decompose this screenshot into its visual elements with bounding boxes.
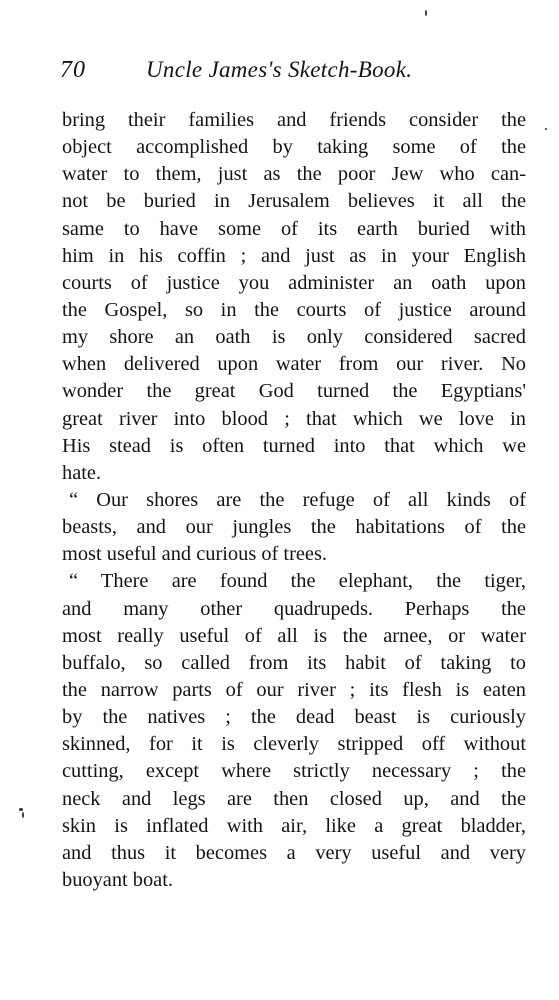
text-line: His stead is often turned into that which we (62, 434, 526, 457)
text-line: wonder the great God turned the Egyptians' (62, 380, 526, 403)
print-speck (19, 808, 23, 811)
text-line: buoyant boat. (62, 868, 173, 891)
text-line: bring their families and friends consider the (62, 109, 526, 131)
text-line: skin is inflated with air, like a great bladder, (62, 814, 526, 837)
text-line: skinned, for it is cleverly stripped off without (62, 733, 526, 756)
text-line: and thus it becomes a very useful and very (62, 841, 526, 864)
text-line: object accomplished by taking some of the (62, 136, 526, 159)
text-line: the Gospel, so in the courts of justice around (62, 298, 526, 321)
text-line: the narrow parts of our river ; its flesh is eaten (62, 678, 526, 701)
page-number: 70 (60, 57, 86, 83)
text-line: courts of justice you administer an oath upon (62, 271, 526, 294)
text-line: same to have some of its earth buried with (62, 217, 526, 240)
print-speck (425, 10, 427, 16)
text-line: most useful and curious of trees. (62, 543, 328, 566)
text-line: great river into blood ; that which we love in (62, 407, 526, 430)
text-line: my shore an oath is only considered sacred (62, 326, 526, 349)
text-line: him in his coffin ; and just as in your English (62, 244, 526, 267)
running-title: Uncle James's Sketch-Book. (146, 57, 413, 82)
print-speck (22, 812, 24, 818)
text-line: most really useful of all is the arnee, or water (62, 624, 526, 647)
text-line: by the natives ; the dead beast is curiously (62, 706, 526, 729)
text-line: “ Our shores are the refuge of all kinds of (69, 488, 526, 511)
running-head (60, 57, 530, 91)
text-line: neck and legs are then closed up, and the (62, 787, 526, 810)
text-line: and many other quadrupeds. Perhaps the (62, 597, 526, 620)
text-line: buffalo, so called from its habit of taking to (62, 651, 526, 674)
text-line: cutting, except where strictly necessary ; the (62, 760, 526, 783)
body-text (62, 107, 526, 894)
text-line: water to them, just as the poor Jew who can- (62, 163, 526, 186)
text-line: hate. (62, 461, 102, 484)
print-speck (545, 128, 547, 130)
text-line: when delivered upon water from our river. No (62, 353, 526, 376)
text-line: not be buried in Jerusalem believes it all the (62, 190, 526, 213)
text-line: beasts, and our jungles the habitations of the (62, 516, 526, 539)
text-line: “ There are found the elephant, the tiger, (69, 570, 526, 593)
